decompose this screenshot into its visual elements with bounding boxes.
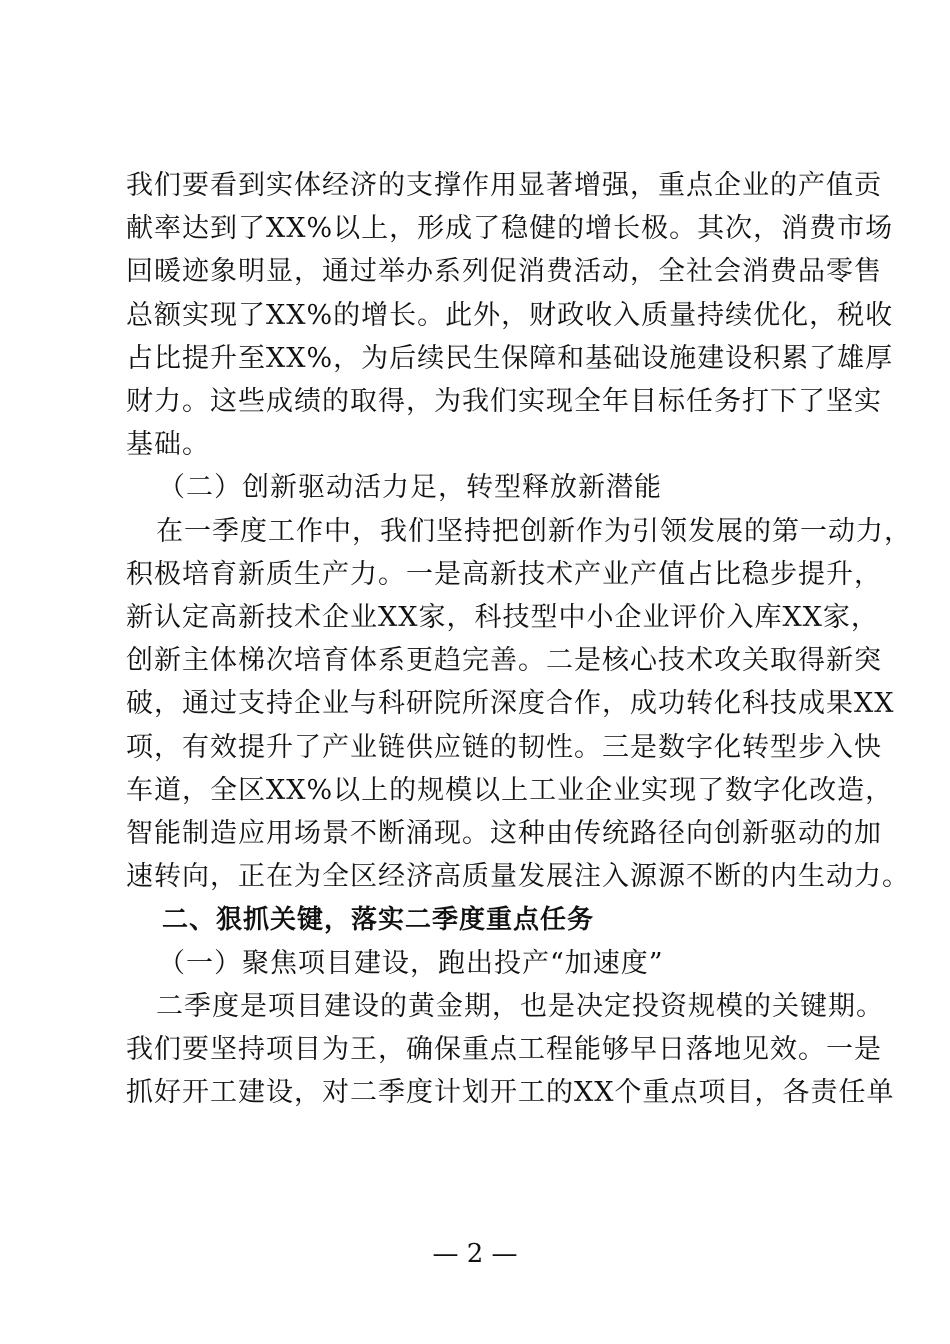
- subheading-project-construction: （一）聚焦项目建设，跑出投产“加速度”: [158, 947, 664, 979]
- paragraph-2-line-6: 项，有效提升了产业链供应链的韧性。三是数字化转型步入快: [126, 731, 882, 763]
- paragraph-2-line-2: 积极培育新质生产力。一是高新技术产业产值占比稳步提升，: [126, 558, 882, 590]
- paragraph-3-line-1: 二季度是项目建设的黄金期，也是决定投资规模的关键期。: [156, 990, 884, 1022]
- paragraph-2-line-9: 速转向，正在为全区经济高质量发展注入源源不断的内生动力。: [126, 861, 910, 893]
- paragraph-1-line-6: 财力。这些成绩的取得，为我们实现全年目标任务打下了坚实: [126, 386, 882, 417]
- paragraph-2-line-4: 创新主体梯次培育体系更趋完善。二是核心技术攻关取得新突: [126, 645, 882, 677]
- paragraph-3-line-3: 抓好开工建设，对二季度计划开工的XX个重点项目，各责任单: [126, 1077, 895, 1109]
- paragraph-1-line-3: 回暖迹象明显，通过举办系列促消费活动，全社会消费品零售: [126, 256, 882, 288]
- paragraph-1-line-7: 基础。: [126, 429, 210, 461]
- section-heading-q2-tasks: 二、狠抓关键，落实二季度重点任务: [162, 905, 595, 936]
- paragraph-1-line-2: 献率达到了XX%以上，形成了稳健的增长极。其次，消费市场: [126, 213, 894, 245]
- page-number: — 2 —: [432, 1239, 518, 1269]
- paragraph-2-line-5: 破，通过支持企业与科研院所深度合作，成功转化科技成果XX: [126, 688, 895, 720]
- paragraph-2-line-8: 智能制造应用场景不断涌现。这种由传统路径向创新驱动的加: [126, 818, 882, 849]
- paragraph-2-line-3: 新认定高新技术企业XX家，科技型中小企业评价入库XX家，: [126, 602, 879, 633]
- subheading-innovation: （二）创新驱动活力足，转型释放新潜能: [158, 472, 662, 504]
- paragraph-2-line-1: 在一季度工作中，我们坚持把创新作为引领发展的第一动力，: [156, 515, 912, 547]
- paragraph-1-line-4: 总额实现了XX%的增长。此外，财政收入质量持续优化，税收: [126, 299, 894, 331]
- paragraph-2-line-7: 车道，全区XX%以上的规模以上工业企业实现了数字化改造，: [126, 774, 894, 806]
- paragraph-1-line-5: 占比提升至XX%，为后续民生保障和基础设施建设积累了雄厚: [126, 342, 894, 374]
- paragraph-1-line-1: 我们要看到实体经济的支撑作用显著增强，重点企业的产值贡: [126, 170, 882, 201]
- paragraph-3-line-2: 我们要坚持项目为王，确保重点工程能够早日落地见效。一是: [126, 1034, 882, 1065]
